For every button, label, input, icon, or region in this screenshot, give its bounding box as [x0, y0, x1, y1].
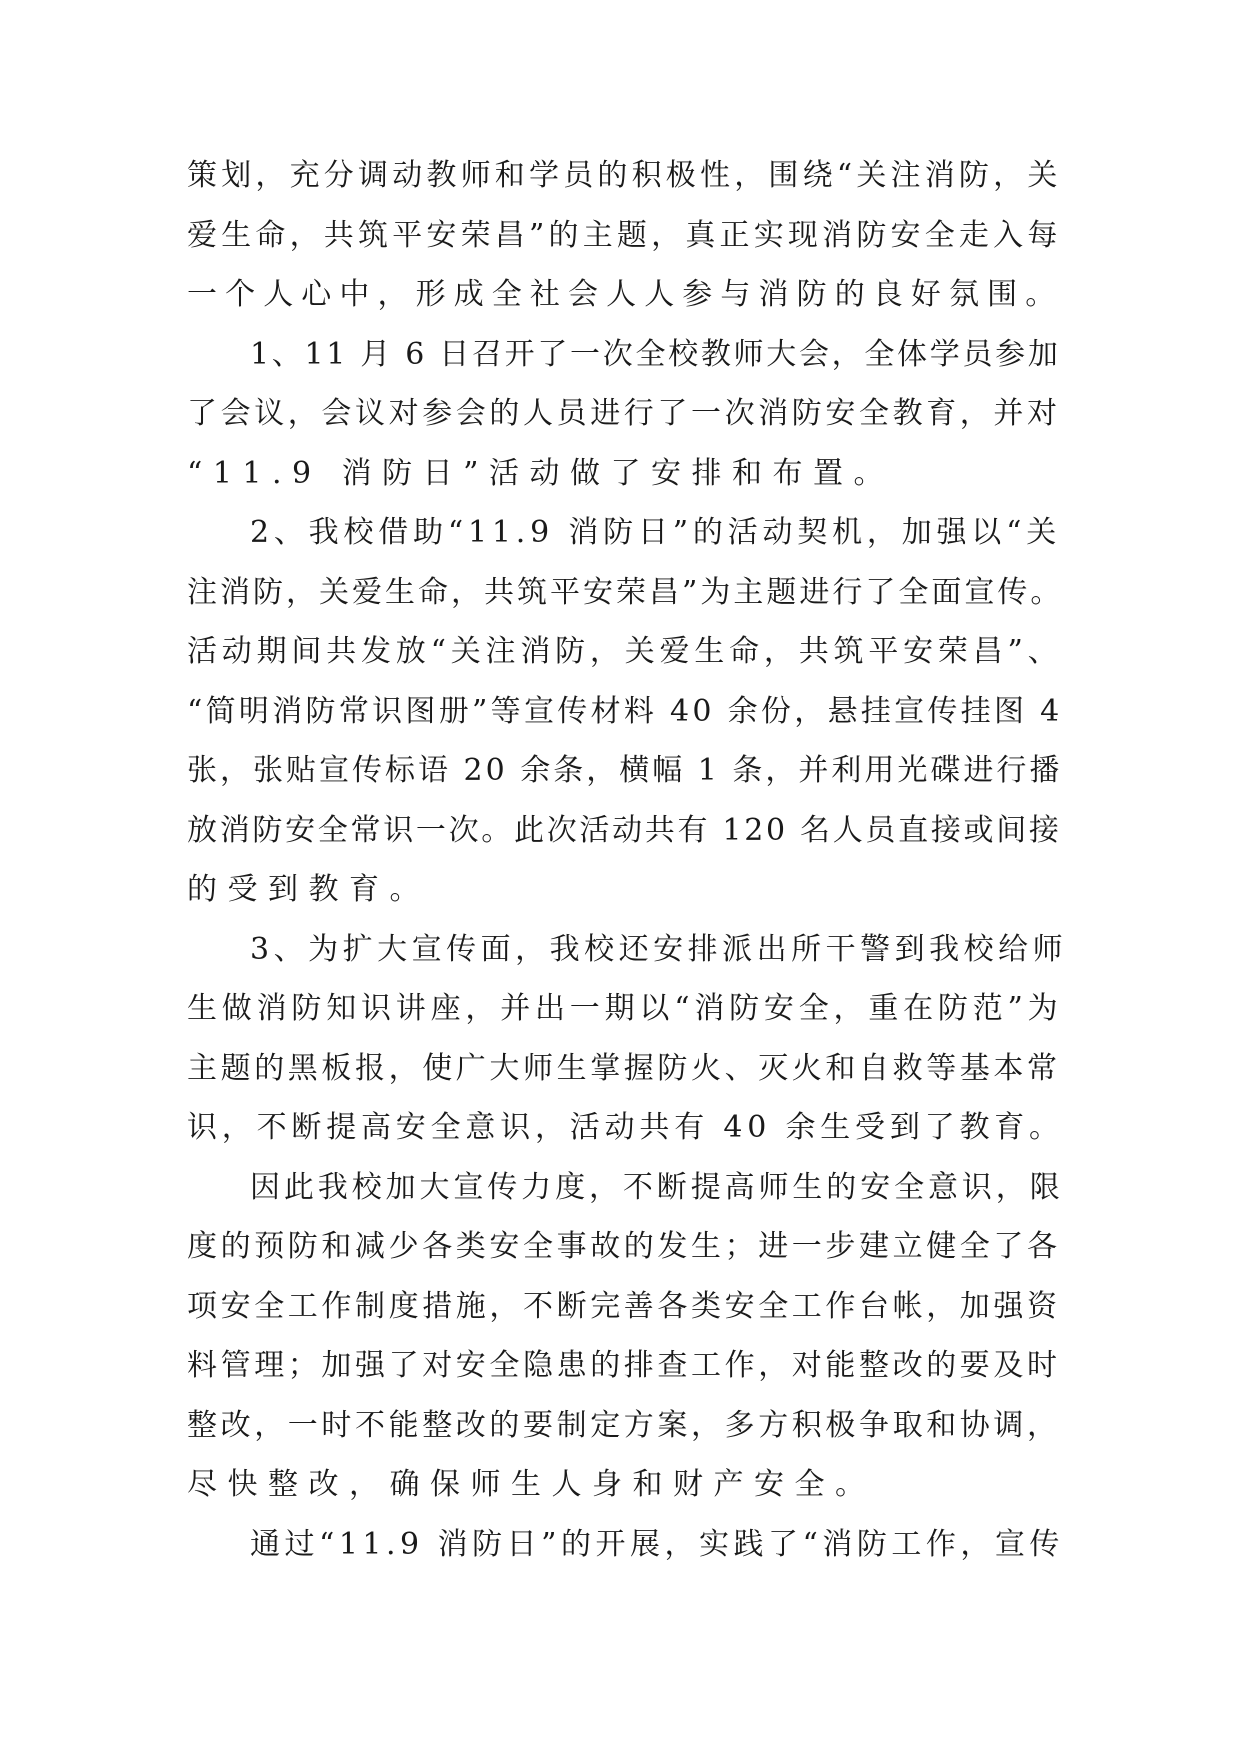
text-line: 通过“11.9 消防日”的开展，实践了“消防工作，宣传 [250, 1526, 1064, 1562]
text-line: 爱生命，共筑平安荣昌”的主题，真正实现消防安全走入每 [187, 217, 1062, 253]
text-line: 1、11 月 6 日召开了一次全校教师大会，全体学员参加 [250, 336, 1061, 372]
paragraph-closing [187, 1515, 1067, 1575]
paragraph-item-2 [187, 503, 1067, 920]
paragraph-item-1 [187, 325, 1067, 504]
text-line: “11.9 消防日”活动做了安排和布置。 [187, 455, 895, 491]
text-line: 一个人心中，形成全社会人人参与消防的良好氛围。 [187, 277, 1064, 312]
text-line: 度的预防和减少各类安全事故的发生；进一步建立健全了各 [187, 1229, 1061, 1264]
text-line: 2、我校借助“11.9 消防日”的活动契机，加强以“关 [250, 515, 1062, 550]
text-line: 放消防安全常识一次。此次活动共有 120 名人员直接或间接 [187, 812, 1062, 848]
text-line: 策划，充分调动教师和学员的积极性，围绕“关注消防，关 [187, 158, 1062, 193]
paragraph-item-3 [187, 920, 1067, 1158]
text-line: 活动期间共发放“关注消防，关爱生命，共筑平安荣昌”、 [187, 634, 1063, 669]
text-line: 主题的黑板报，使广大师生掌握防火、灭火和自救等基本常 [187, 1050, 1061, 1086]
text-line: 料管理；加强了对安全隐患的排查工作，对能整改的要及时 [187, 1348, 1061, 1383]
text-line: 尽快整改，确保师生人身和财产安全。 [187, 1467, 876, 1502]
text-line: 生做消防知识讲座，并出一期以“消防安全，重在防范”为 [187, 991, 1063, 1026]
text-line: 因此我校加大宣传力度，不断提高师生的安全意识，限 [250, 1169, 1064, 1205]
text-line: 整改，一时不能整改的要制定方案，多方积极争取和协调， [187, 1407, 1061, 1443]
text-line: 项安全工作制度措施，不断完善各类安全工作台帐，加强资 [187, 1288, 1061, 1324]
text-line: 识，不断提高安全意识，活动共有 40 余生受到了教育。 [187, 1110, 1064, 1145]
text-line: 了会议，会议对参会的人员进行了一次消防安全教育，并对 [187, 396, 1061, 431]
text-line: 注消防，关爱生命，共筑平安荣昌”为主题进行了全面宣传。 [187, 574, 1064, 610]
paragraph-intro [187, 146, 1067, 325]
paragraph-summary [187, 1158, 1067, 1515]
text-line: 张，张贴宣传标语 20 余条，横幅 1 条，并利用光碟进行播 [187, 753, 1063, 788]
text-line: 3、为扩大宣传面，我校还安排派出所干警到我校给师 [250, 931, 1068, 967]
text-line: 的受到教育。 [187, 872, 430, 907]
text-line: “简明消防常识图册”等宣传材料 40 余份，悬挂宣传挂图 4 [187, 693, 1063, 729]
document-body [187, 146, 1067, 1574]
